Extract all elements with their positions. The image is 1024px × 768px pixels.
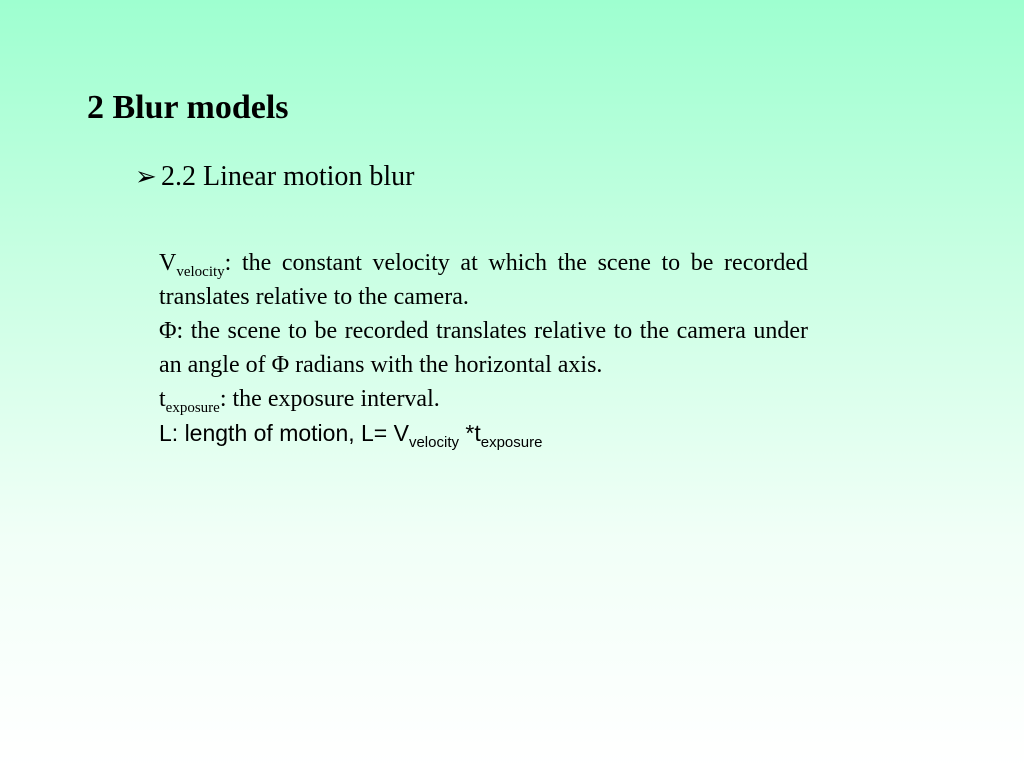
exposure-subscript: exposure <box>165 400 220 416</box>
length-formula-exposure-subscript: exposure <box>480 434 543 451</box>
exposure-symbol: t <box>159 386 166 412</box>
length-formula <box>159 416 808 450</box>
exposure-definition-text: : the exposure interval. <box>219 386 440 412</box>
slide-title: 2 Blur models <box>87 89 289 126</box>
velocity-subscript: velocity <box>176 264 225 280</box>
length-formula-multiply: *t <box>459 420 481 446</box>
arrow-bullet-icon: ➢ <box>135 162 157 191</box>
phi-definition <box>159 314 808 382</box>
length-formula-prefix: L: length of motion, L= V <box>159 420 409 446</box>
velocity-definition-text: : the constant velocity at which the scene to be recorded translates relative to the camera. <box>159 250 808 310</box>
velocity-definition <box>159 246 808 314</box>
exposure-definition <box>159 382 808 416</box>
subheading <box>135 158 415 196</box>
subheading-text: 2.2 Linear motion blur <box>161 161 415 192</box>
length-formula-velocity-subscript: velocity <box>408 434 459 451</box>
phi-definition-text: Φ: the scene to be recorded translates relative to the camera under an angle of Φ radians with the horizontal axis. <box>159 318 808 378</box>
definitions-block <box>159 246 808 450</box>
velocity-symbol: V <box>159 250 177 276</box>
